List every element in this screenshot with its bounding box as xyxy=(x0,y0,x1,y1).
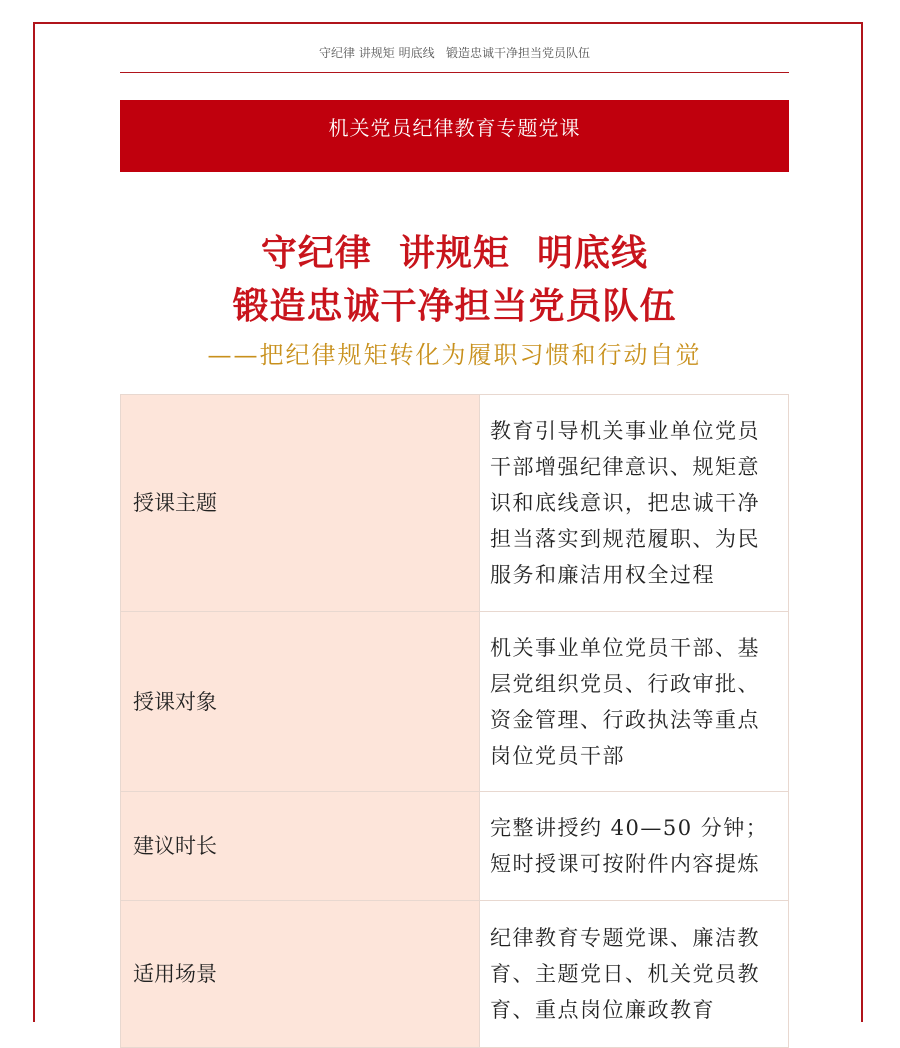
title-line-1: 守纪律 讲规矩 明底线 xyxy=(260,233,649,274)
row-value: 教育引导机关事业单位党员干部增强纪律意识、规矩意识和底线意识，把忠诚干净担当落实到规范履职、为民服务和廉洁用权全过程 xyxy=(480,395,789,612)
table-row xyxy=(121,612,789,792)
subtitle: ——把纪律规矩转化为履职习惯和行动自觉 xyxy=(207,341,702,369)
info-table xyxy=(120,394,789,1048)
row-label: 建议时长 xyxy=(121,792,480,901)
header-rule xyxy=(120,72,789,73)
row-value: 完整讲授约 40—50 分钟；短时授课可按附件内容提炼 xyxy=(480,792,789,901)
table-row xyxy=(121,901,789,1048)
row-value: 纪律教育专题党课、廉洁教育、主题党日、机关党员教育、重点岗位廉政教育 xyxy=(480,901,789,1048)
table-row xyxy=(121,395,789,612)
banner-text: 机关党员纪律教育专题党课 xyxy=(328,116,581,140)
running-header: 守纪律 讲规矩 明底线 锻造忠诚干净担当党员队伍 xyxy=(318,46,591,60)
row-label: 授课对象 xyxy=(121,612,480,792)
banner xyxy=(120,100,789,172)
row-label: 适用场景 xyxy=(121,901,480,1048)
table-row xyxy=(121,792,789,901)
row-label: 授课主题 xyxy=(121,395,480,612)
row-value: 机关事业单位党员干部、基层党组织党员、行政审批、资金管理、行政执法等重点岗位党员干部 xyxy=(480,612,789,792)
title-line-2: 锻造忠诚干净担当党员队伍 xyxy=(232,286,677,327)
